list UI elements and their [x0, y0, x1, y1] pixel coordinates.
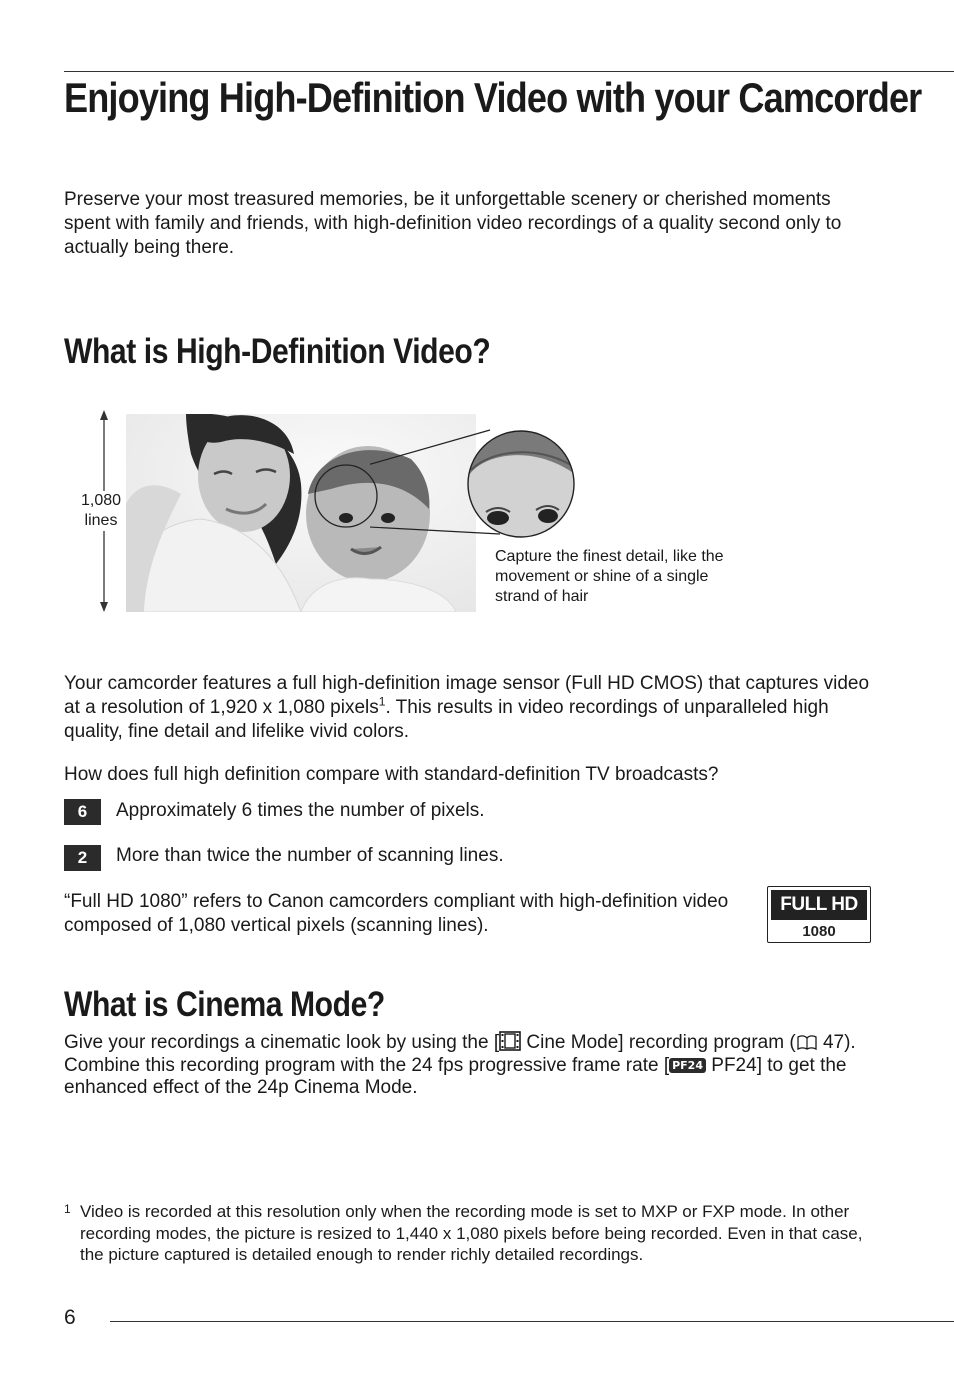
- full-hd-note: “Full HD 1080” refers to Canon camcorders compliant with high-definition video composed of 1,080 vertical pixels (scanning lines).: [64, 891, 729, 936]
- lines-unit: lines: [84, 512, 118, 529]
- footnote-ref: 1: [378, 694, 386, 709]
- baby-eyes-closeup-icon: [466, 430, 576, 538]
- lines-multiplier-badge: 2: [64, 845, 101, 871]
- page-number: 6: [64, 1306, 76, 1329]
- logo-1080-text: 1080: [802, 923, 836, 940]
- lines-label: [70, 491, 132, 531]
- footnote-text: Video is recorded at this resolution only when the recording mode is set to MXP or FXP mode. In other recording modes, the picture is resized to 1,440 x 1,080 pixels before being recorded. Even in that case, the picture captured is detailed enough to render richly detailed recordings.: [80, 1202, 863, 1264]
- full-hd-1080-logo: [767, 886, 871, 943]
- logo-full-hd-text: FULL HD: [771, 890, 867, 920]
- top-rule: [64, 71, 954, 72]
- figure-caption: Capture the finest detail, like the movement or shine of a single strand of hair: [495, 548, 724, 605]
- cinema-paragraph: [64, 1031, 864, 1100]
- cinema-text-d: PF24] to get the enhanced effect of the 24p Cinema Mode.: [64, 1054, 847, 1098]
- cine-mode-film-icon: [499, 1031, 521, 1051]
- cinema-text-c: 47). Combine this recording program with the 24 fps progressive frame rate [: [64, 1032, 856, 1076]
- cinema-text-b: Cine Mode] recording program (: [521, 1032, 796, 1053]
- hd-section-heading: What is High-Definition Video?: [64, 332, 491, 371]
- book-reference-icon: [796, 1034, 818, 1051]
- cinema-text-a: Give your recordings a cinematic look by using the [: [64, 1032, 500, 1053]
- pixels-comparison-text: Approximately 6 times the number of pixels.: [116, 800, 485, 821]
- cinema-section-heading: What is Cinema Mode?: [64, 985, 385, 1024]
- pf24-icon: PF24: [669, 1058, 706, 1073]
- intro-paragraph: Preserve your most treasured memories, be it unforgettable scenery or cherished moments spent with family and friends, with high-definition video recordings of a quality second only to actually being there.: [64, 189, 842, 258]
- bottom-rule: [110, 1321, 954, 1322]
- footnote: [64, 1201, 884, 1266]
- lines-value: 1,080: [80, 492, 122, 509]
- comparison-question: How does full high definition compare with standard-definition TV broadcasts?: [64, 764, 719, 785]
- lines-comparison-text: More than twice the number of scanning lines.: [116, 845, 504, 866]
- hd-paragraph-part-a: Your camcorder features a full high-definition image sensor (Full HD CMOS) that captures video at a resolution of 1,920 x 1,080 pixels: [64, 673, 870, 718]
- hd-paragraph-part-b: . This results in video recordings of unparalleled high quality, fine detail and lifelike vivid colors.: [64, 697, 829, 742]
- page-title: Enjoying High-Definition Video with your Camcorder: [64, 74, 922, 121]
- hd-paragraph: [64, 672, 884, 744]
- pixels-multiplier-badge: 6: [64, 799, 101, 825]
- footnote-mark: 1: [64, 1202, 71, 1216]
